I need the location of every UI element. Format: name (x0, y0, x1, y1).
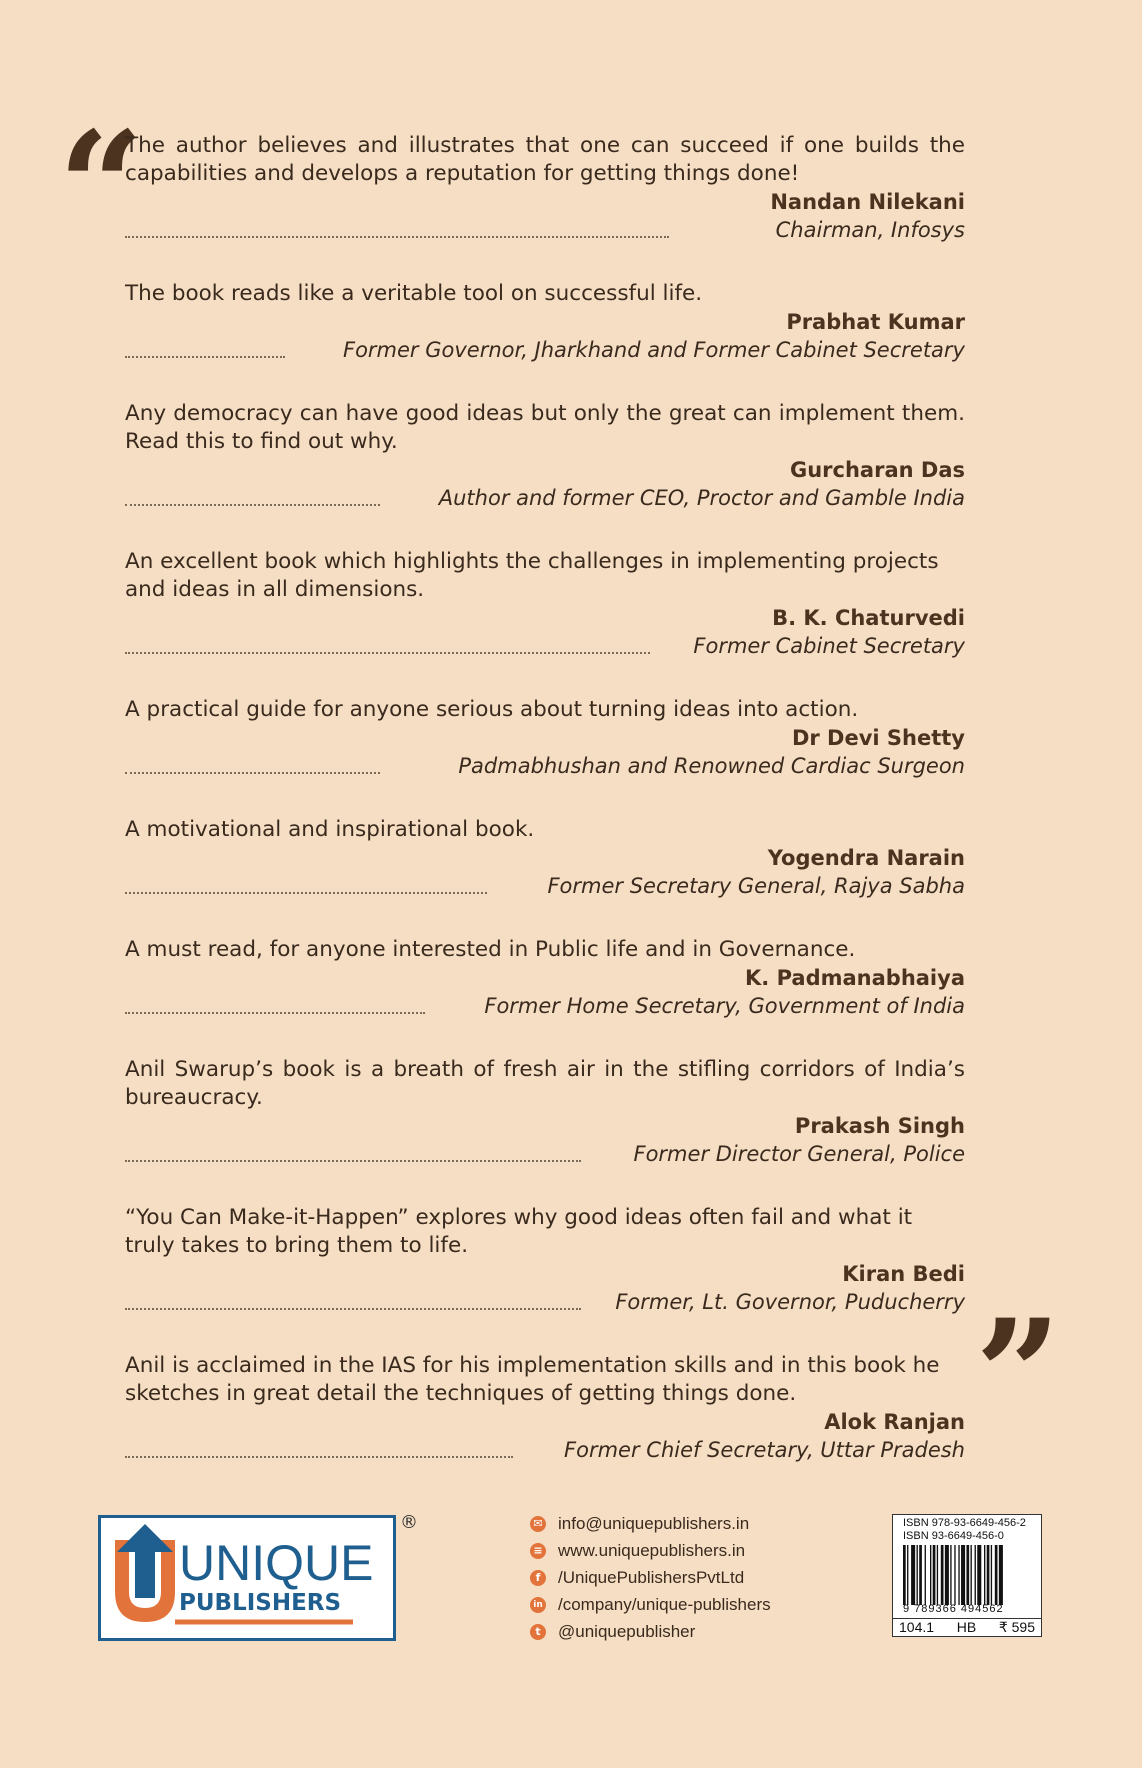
quote-text: Any democracy can have good ideas but only the great can implement them. Read this to find out why. (125, 401, 965, 454)
testimonial (125, 696, 965, 780)
testimonial (125, 548, 965, 660)
quote-author: K. Padmanabhaiya (745, 966, 965, 990)
binding-type: HB (956, 1619, 977, 1635)
quote-text: Anil Swarup’s book is a breath of fresh air in the stifling corridors of India’s bureaucracy. (125, 1057, 965, 1110)
quote-text: The author believes and illustrates that one can succeed if one builds the capabilities and develops a reputation for getting things done! (125, 133, 965, 186)
contact-email[interactable] (530, 1510, 771, 1537)
contact-text: @uniquepublisher (558, 1621, 696, 1641)
quote-text: A practical guide for anyone serious about turning ideas into action. (125, 697, 859, 722)
testimonial (125, 1204, 965, 1316)
quote-author: Kiran Bedi (842, 1262, 965, 1286)
quote-role: Former Secretary General, Rajya Sabha (547, 874, 965, 898)
quote-author: Dr Devi Shetty (791, 726, 965, 750)
quote-text: The book reads like a veritable tool on successful life. (125, 281, 703, 306)
quote-author: Prakash Singh (794, 1114, 965, 1138)
contact-text: www.uniquepublishers.in (558, 1540, 746, 1560)
dotted-rule (125, 1308, 581, 1310)
testimonial (125, 1056, 965, 1168)
close-quote-mark: ” (975, 1287, 1062, 1463)
quote-role: Former Governor, Jharkhand and Former Cabinet Secretary (342, 338, 965, 362)
logo-name-line1: UNIQUE (179, 1535, 374, 1591)
contact-website[interactable] (530, 1537, 771, 1564)
price: ₹ 595 (998, 1619, 1035, 1635)
logo-name-line2: PUBLISHERS (179, 1590, 342, 1616)
dotted-rule (125, 1012, 425, 1014)
open-quote-mark: “ (58, 99, 145, 275)
contact-facebook[interactable] (530, 1564, 771, 1591)
web-icon: ≡ (530, 1543, 546, 1559)
dotted-rule (125, 504, 380, 506)
dotted-rule (125, 892, 487, 894)
dotted-rule (125, 1160, 581, 1162)
facebook-icon: f (530, 1570, 546, 1586)
quote-role: Former Chief Secretary, Uttar Pradesh (564, 1438, 965, 1462)
price-row (893, 1618, 1041, 1636)
email-icon: ✉ (530, 1516, 546, 1532)
testimonials (125, 132, 965, 1500)
quote-text: A motivational and inspirational book. (125, 817, 535, 842)
quote-role: Author and former CEO, Proctor and Gamble India (438, 486, 965, 510)
contact-linkedin[interactable] (530, 1591, 771, 1618)
quote-role: Former Home Secretary, Government of India (484, 994, 965, 1018)
contact-text: /UniquePublishersPvtLtd (558, 1567, 745, 1587)
dotted-rule (125, 356, 285, 358)
dotted-rule (125, 652, 650, 654)
testimonial (125, 132, 965, 244)
testimonial (125, 280, 965, 364)
quote-text: A must read, for anyone interested in Public life and in Governance. (125, 937, 856, 962)
logo-graphic (101, 1518, 393, 1638)
isbn-barcode (892, 1514, 1042, 1637)
testimonial (125, 1352, 965, 1464)
quote-text: An excellent book which highlights the challenges in implementing projects and ideas in all dimensions. (125, 549, 939, 602)
quote-text: Anil is acclaimed in the IAS for his implementation skills and in this book he sketches in great detail the techniques of getting things done. (125, 1353, 940, 1406)
registered-mark: ® (400, 1512, 418, 1533)
quote-author: Prabhat Kumar (786, 310, 965, 334)
quote-role: Chairman, Infosys (775, 218, 965, 242)
dotted-rule (125, 236, 669, 238)
contact-text: /company/unique-publishers (558, 1594, 771, 1614)
testimonial (125, 936, 965, 1020)
quote-role: Padmabhushan and Renowned Cardiac Surgeon (458, 754, 965, 778)
barcode-digits: 9 789366 494562 (903, 1603, 1004, 1615)
quote-author: Yogendra Narain (767, 846, 965, 870)
publisher-logo (98, 1515, 396, 1641)
twitter-icon: t (530, 1624, 546, 1640)
contact-list (530, 1510, 771, 1645)
quote-role: Former Director General, Police (633, 1142, 965, 1166)
quote-author: B. K. Chaturvedi (772, 606, 965, 630)
quote-author: Nandan Nilekani (770, 190, 965, 214)
dotted-rule (125, 772, 380, 774)
testimonial (125, 400, 965, 512)
quote-text: “You Can Make-it-Happen” explores why good ideas often fail and what it truly takes to bring them to life. (125, 1205, 913, 1258)
testimonial (125, 816, 965, 900)
dotted-rule (125, 1456, 513, 1458)
quote-role: Former Cabinet Secretary (693, 634, 965, 658)
contact-text: info@uniquepublishers.in (558, 1513, 750, 1533)
isbn-10: ISBN 93-6649-456-0 (903, 1530, 1004, 1542)
linkedin-icon: in (530, 1597, 546, 1613)
contact-twitter[interactable] (530, 1618, 771, 1645)
barcode-bars (903, 1545, 1033, 1605)
quote-author: Alok Ranjan (824, 1410, 965, 1434)
quote-role: Former, Lt. Governor, Puducherry (615, 1290, 965, 1314)
book-code: 104.1 (899, 1619, 935, 1635)
isbn-13: ISBN 978-93-6649-456-2 (903, 1517, 1026, 1529)
quote-author: Gurcharan Das (789, 458, 965, 482)
